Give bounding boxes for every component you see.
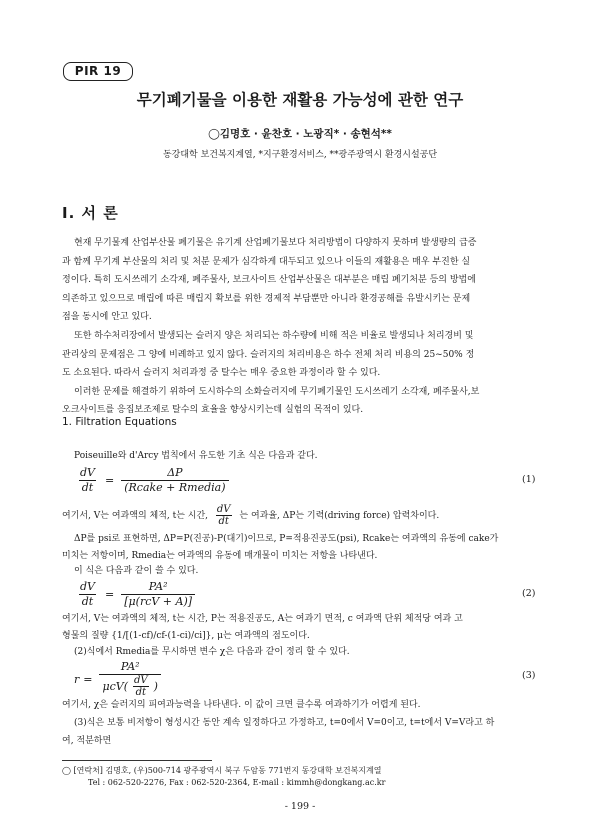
eq2-text-line: 형물의 질량 {1/[(1-cf)/cf-(1-ci)/ci]}, μ는 여과액의 점도이다. [62, 631, 310, 641]
eq1-lhs-numerator: dV [80, 466, 95, 479]
para2-line: 관리상의 문제점은 그 양에 비례하고 있지 않다. 슬러지의 처리비용은 하수 전체 처리 비용의 25~50% 정 [62, 349, 475, 360]
eq2-equals-sign: = [105, 588, 115, 601]
eq3-equals-sign: = [83, 672, 93, 686]
eq2-rhs-denominator: [μ(rcV + A)] [121, 594, 195, 609]
eq3-rhs-fraction [99, 660, 160, 698]
footnote-divider [62, 760, 212, 761]
introduction-body [62, 234, 538, 420]
eq2-text-line: 여기서, V는 여과액의 체적, t는 시간, P는 적용진공도, A는 여과기 면적, c 여과액 단위 체적당 여과 고 [62, 614, 463, 624]
eq1-explanation-fraction-num: dV [216, 504, 231, 515]
eq1-intro-text: Poiseuille와 d'Arcy 법칙에서 유도한 기초 식은 다음과 같다. [74, 451, 318, 461]
equation-2 [74, 580, 198, 609]
eq3-den-prefix: μcV( [102, 679, 129, 693]
eq2-lhs-numerator: dV [80, 580, 95, 593]
eq2-lhs-fraction [77, 580, 98, 609]
dp-text-line: 미치는 저항이며, Rmedia는 여과액의 유동에 매개물이 미치는 저항을 나타낸다. [62, 551, 378, 561]
eq3-intro-text: (2)식에서 Rmedia를 무시하면 변수 χ은 다음과 같이 정리 할 수 있다. [74, 647, 350, 657]
affiliation: 동강대학 보건복지계열, *지구환경서비스, **광주광역시 환경시설공단 [162, 150, 438, 160]
para1-line: 점을 동시에 안고 있다. [62, 312, 152, 323]
eq3-rhs-denominator [99, 674, 160, 698]
eq3-den-suffix: ) [153, 679, 158, 693]
equation-1 [74, 466, 232, 495]
eq1-explanation [62, 504, 538, 527]
eq1-explanation-b: 는 여과율, ΔP는 기력(driving force) 압력차이다. [239, 511, 440, 521]
eq1-equals-sign: = [105, 474, 115, 487]
paper-title: 무기폐기물을 이용한 재활용 가능성에 관한 연구 [136, 91, 464, 109]
eq1-explanation-fraction [214, 504, 234, 527]
para1-line: 현재 무기물계 산업부산물 폐기물은 유기계 산업폐기물보다 처리방법이 다양하지 못하며 발생량의 급증 [74, 238, 477, 248]
eq3-den-fraction [131, 675, 151, 698]
eq3-den-fraction-den: dt [133, 686, 149, 698]
para2-line: 또한 하수처리장에서 발생되는 슬러지 양은 처리되는 하수량에 비해 적은 비율로 발생되나 처리경비 및 [74, 330, 474, 341]
para2-line: 도 소요된다. 따라서 슬러지 처리과정 중 탈수는 매우 중요한 과정이라 할 수 있다. [62, 368, 381, 379]
eq1-rhs-numerator: ΔP [167, 466, 183, 479]
eq1-explanation-a: 여기서, V는 여과액의 체적, t는 시간, [62, 511, 209, 521]
eq3-explanation: 여기서, χ은 슬러지의 피여과능력을 나타낸다. 이 값이 크면 클수록 여과하기가 어렵게 된다. [62, 700, 421, 710]
eq2-lhs-denominator: dt [79, 594, 96, 609]
eq3-lhs: r [74, 672, 80, 686]
para1-line: 과 함께 무기계 부산물의 처리 및 처분 문제가 심각하게 대두되고 있으나 이들의 재활용은 매우 부진한 실 [62, 256, 471, 267]
eq1-lhs-fraction [77, 466, 98, 495]
eq2-rhs-fraction [121, 580, 195, 609]
eq3-number: (3) [522, 670, 536, 681]
eq1-number: (1) [522, 474, 536, 485]
dp-text-line: ΔP를 psi로 표현하면, ΔP=P(진공)-P(대기)이므로, P=적용진공도(psi), Rcake는 여과액의 유동에 cake가 [74, 534, 499, 544]
eq3-final-line: 여, 적분하면 [62, 736, 112, 746]
equation-3 [74, 660, 164, 698]
author-list: ◯김명호 · 윤찬호 · 노광직* · 송현석** [208, 128, 392, 140]
footnote-contact: ◯ [연락처] 김명호, (우)500-714 광주광역시 북구 두암동 771번지 동강대학 보건복지계열 [62, 766, 382, 775]
eq3-final-line: (3)식은 보통 비저항이 형성시간 동안 계속 일정하다고 가정하고, t=0에서 V=0이고, t=t에서 V=V라고 하 [74, 718, 495, 728]
eq1-lhs-denominator: dt [79, 480, 96, 495]
eq3-rhs-numerator: PA² [120, 660, 140, 673]
eq2-number: (2) [522, 588, 536, 599]
para3-line: 이러한 문제를 해결하기 위하여 도시하수의 소화슬러지에 무기폐기물인 도시쓰레기 소각재, 폐주물사,보 [74, 386, 480, 397]
page-number: - 199 - [284, 801, 316, 812]
eq1-rhs-fraction [121, 466, 228, 495]
eq2-intro-text: 이 식은 다음과 같이 쓸 수 있다. [74, 566, 199, 576]
paper-id-badge: PIR 19 [63, 62, 133, 81]
para3-line: 오크사이트를 응집보조제로 탈수의 효율을 향상시키는데 실험의 목적이 있다. [62, 405, 364, 416]
section-heading-introduction: Ⅰ. 서 론 [62, 204, 119, 222]
eq3-den-fraction-num: dV [134, 675, 148, 686]
subsection-heading-filtration: 1. Filtration Equations [62, 416, 177, 428]
para1-line: 정이다. 특히 도시쓰레기 소각재, 폐주물사, 보크사이트 산업부산물은 대부분은 매립 폐기처분 등의 방법에 [62, 275, 476, 286]
eq1-rhs-denominator: (Rcake + Rmedia) [121, 480, 228, 495]
footnote-contact-details: Tel : 062-520-2276, Fax : 062-520-2364, E-mail : kimmh@dongkang.ac.kr [88, 778, 386, 787]
eq2-rhs-numerator: PA² [148, 580, 168, 593]
para1-line: 의존하고 있으므로 매립에 따른 매립지 확보를 위한 경제적 부담뿐만 아니라 환경공해를 유발시키는 문제 [62, 293, 471, 304]
eq1-explanation-fraction-den: dt [216, 515, 232, 527]
